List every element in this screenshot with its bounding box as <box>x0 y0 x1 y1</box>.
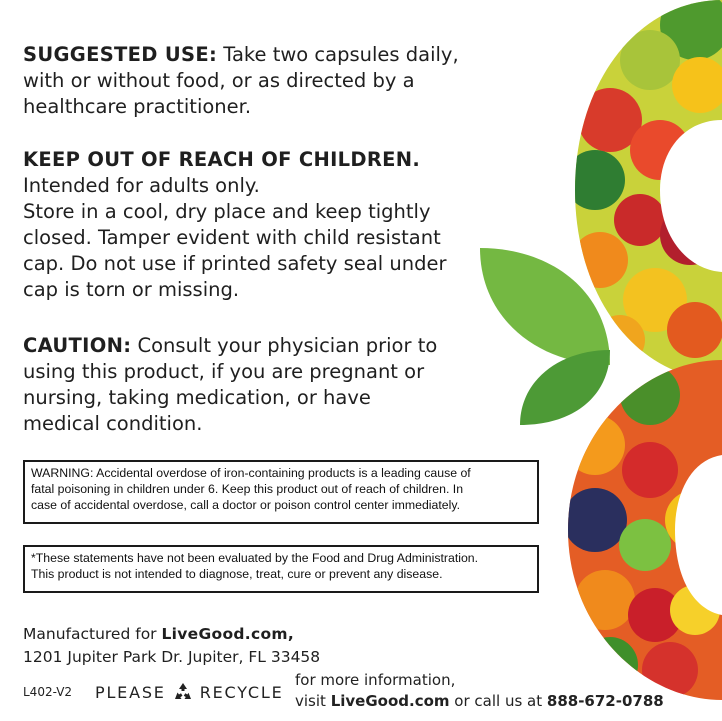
suggested-use-heading: SUGGESTED USE: <box>23 43 218 66</box>
suggested-use-section <box>23 42 483 120</box>
leaf-dark <box>520 350 610 425</box>
fruit-vegetable-artwork <box>480 0 722 721</box>
keep-out-line: Store in a cool, dry place and keep tightly <box>23 200 431 223</box>
label-code: L402-V2 <box>23 685 73 699</box>
caution-line: medical condition. <box>23 412 203 435</box>
phone-number[interactable]: 888-672-0788 <box>546 692 664 710</box>
keep-out-line: closed. Tamper evident with child resistant <box>23 226 441 249</box>
keep-out-line: cap. Do not use if printed safety seal under <box>23 252 447 275</box>
manufacturer-company: LiveGood.com, <box>161 625 295 643</box>
keep-out-line: Intended for adults only. <box>23 174 260 197</box>
manufacturer-address: 1201 Jupiter Park Dr. Jupiter, FL 33458 <box>23 648 321 666</box>
warning-line: fatal poisoning in children under 6. Keep this product out of reach of children. In <box>31 482 464 496</box>
recycle-text-right: RECYCLE <box>199 682 284 702</box>
website-link[interactable]: LiveGood.com <box>330 692 450 710</box>
manufacturer-info <box>23 623 320 669</box>
call-text: or call us at <box>449 692 547 710</box>
caution-line: Consult your physician prior to <box>137 334 438 357</box>
caution-line: using this product, if you are pregnant or <box>23 360 425 383</box>
keep-out-line: cap is torn or missing. <box>23 278 240 301</box>
fda-disclaimer-box <box>23 545 539 593</box>
more-info-line: for more information, <box>295 671 456 689</box>
recycle-icon <box>172 681 194 703</box>
caution-line: nursing, taking medication, or have <box>23 386 371 409</box>
disclaimer-line: This product is not intended to diagnose, treat, cure or prevent any disease. <box>31 567 443 581</box>
iron-warning-box <box>23 460 539 524</box>
visit-text: visit <box>295 692 331 710</box>
suggested-use-line: healthcare practitioner. <box>23 95 252 118</box>
keep-out-section <box>23 147 483 303</box>
recycle-text-left: PLEASE <box>95 682 166 702</box>
keep-out-heading: KEEP OUT OF REACH OF CHILDREN. <box>23 148 421 171</box>
suggested-use-line: with or without food, or as directed by a <box>23 69 415 92</box>
manufacturer-prefix: Manufactured for <box>23 625 162 643</box>
warning-line: case of accidental overdose, call a doctor or poison control center immediately. <box>31 498 461 512</box>
caution-heading: CAUTION: <box>23 334 132 357</box>
warning-line: WARNING: Accidental overdose of iron-containing products is a leading cause of <box>31 466 471 480</box>
suggested-use-line: Take two capsules daily, <box>223 43 459 66</box>
please-recycle <box>95 681 284 703</box>
caution-section <box>23 333 483 437</box>
disclaimer-line: *These statements have not been evaluated by the Food and Drug Administration. <box>31 551 479 565</box>
